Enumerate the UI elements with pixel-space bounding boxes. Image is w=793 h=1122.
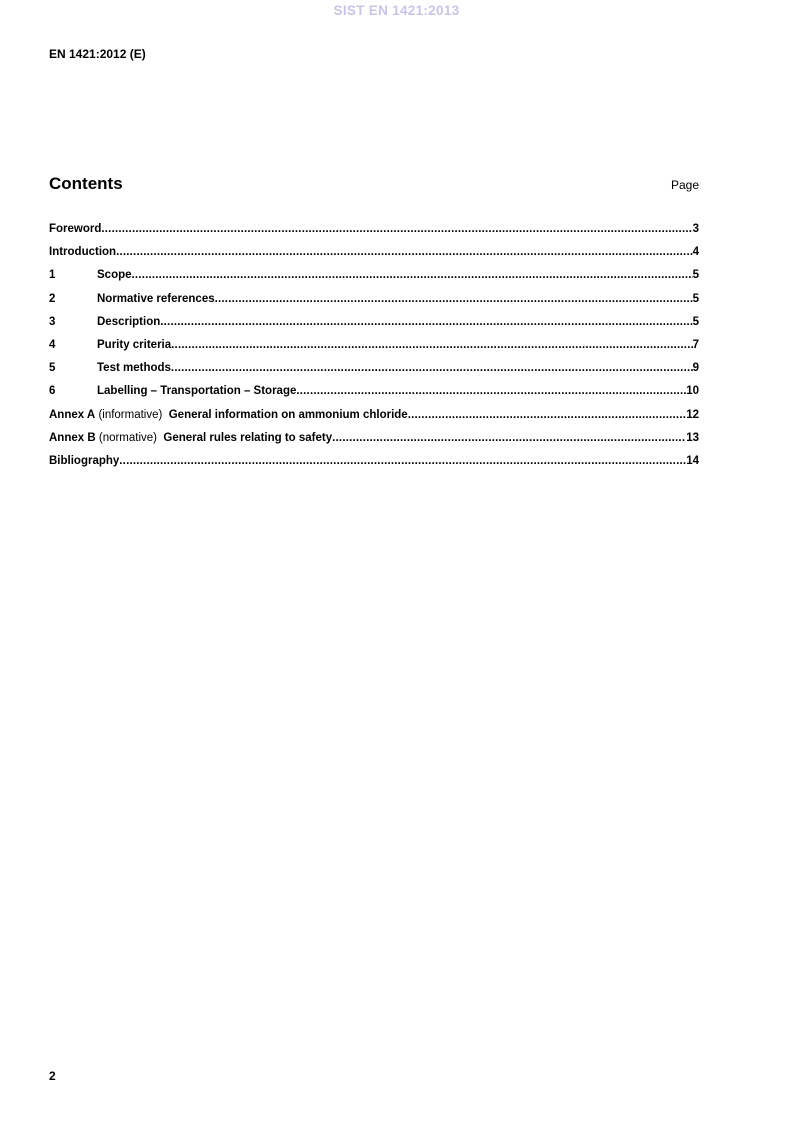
toc-entry-number: 2 <box>49 292 56 305</box>
toc-entry-bibliography[interactable] <box>49 455 699 478</box>
toc-entry-title: Purity criteria <box>97 338 172 351</box>
toc-entry-page: 5 <box>692 269 699 282</box>
watermark: SIST EN 1421:2013 <box>333 3 460 18</box>
toc-annex-label: Annex B <box>49 431 96 444</box>
toc-entry-page: 9 <box>692 362 699 375</box>
toc-leader-dots <box>296 385 686 397</box>
toc-entry-labelling[interactable] <box>49 385 699 408</box>
contents-title: Contents <box>49 174 123 193</box>
toc-entry-title: Normative references <box>97 292 215 305</box>
toc-entry-scope[interactable] <box>49 269 699 292</box>
table-of-contents <box>49 223 699 478</box>
toc-entry-title: Scope <box>97 269 132 282</box>
toc-entry-page: 10 <box>686 385 699 398</box>
toc-entry-title: Test methods <box>97 362 171 375</box>
toc-entry-title: Foreword <box>49 223 102 235</box>
toc-entry-page: 4 <box>692 246 699 259</box>
toc-entry-number: 1 <box>49 269 56 282</box>
toc-entry-page: 14 <box>686 454 699 467</box>
toc-entry-title: Labelling – Transportation – Storage <box>97 385 297 398</box>
toc-entry-page: 12 <box>686 408 699 421</box>
toc-entry-title: General rules relating to safety <box>163 431 333 444</box>
page-number: 2 <box>49 1069 56 1083</box>
toc-leader-dots <box>119 455 686 467</box>
toc-entry-title: Introduction <box>49 246 117 259</box>
toc-leader-dots <box>332 432 686 444</box>
toc-entry-page: 13 <box>686 431 699 444</box>
toc-leader-dots <box>160 316 692 328</box>
toc-entry-number: 4 <box>49 338 56 351</box>
toc-leader-dots <box>171 339 692 351</box>
toc-entry-number: 6 <box>49 385 56 398</box>
toc-entry-foreword[interactable] <box>49 223 699 246</box>
toc-entry-title: Description <box>97 315 161 328</box>
toc-leader-dots <box>408 409 686 421</box>
page-column-label: Page <box>670 178 699 192</box>
toc-annex-type: (normative) <box>98 431 158 444</box>
toc-leader-dots <box>132 269 693 281</box>
toc-leader-dots <box>101 223 692 235</box>
toc-entry-annex-b[interactable] <box>49 432 699 455</box>
toc-entry-page: 5 <box>692 292 699 305</box>
toc-entry-title: General information on ammonium chloride <box>168 408 408 421</box>
toc-leader-dots <box>171 362 693 374</box>
toc-entry-page: 5 <box>692 315 699 328</box>
toc-entry-annex-a[interactable] <box>49 409 699 432</box>
toc-entry-purity-criteria[interactable] <box>49 339 699 362</box>
toc-entry-page: 7 <box>692 338 699 351</box>
toc-entry-test-methods[interactable] <box>49 362 699 385</box>
contents-header <box>49 174 699 194</box>
toc-entry-number: 3 <box>49 315 56 328</box>
toc-annex-type: (informative) <box>98 408 163 421</box>
toc-entry-introduction[interactable] <box>49 246 699 269</box>
toc-entry-title: Bibliography <box>49 454 120 467</box>
toc-leader-dots <box>215 293 693 305</box>
toc-entry-number: 5 <box>49 362 56 375</box>
toc-annex-label: Annex A <box>49 408 96 421</box>
toc-entry-normative-references[interactable] <box>49 293 699 316</box>
toc-entry-page: 3 <box>692 223 699 235</box>
document-identifier: EN 1421:2012 (E) <box>49 47 146 61</box>
toc-leader-dots <box>116 246 693 258</box>
toc-entry-description[interactable] <box>49 316 699 339</box>
